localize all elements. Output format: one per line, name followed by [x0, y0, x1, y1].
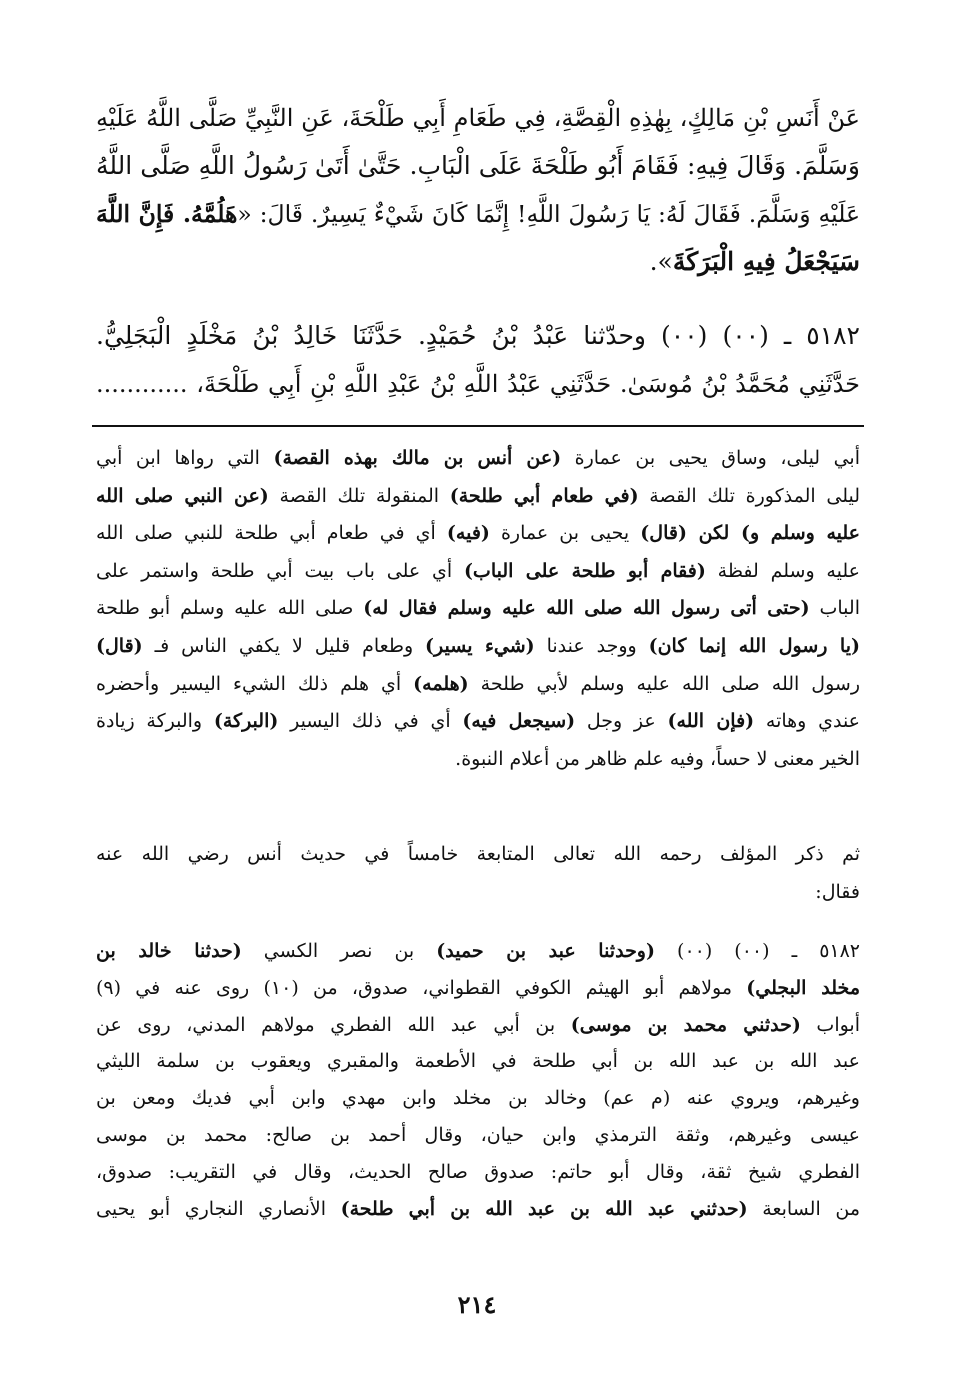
commentary-line: رسول الله صلى الله عليه وسلم لأبي طلحة (هلمه) أي هلم ذلك الشيء اليسير وأحضره: [96, 672, 860, 695]
hadith-line: حَدَّثَنِي مُحَمَّدُ بْنُ مُوسَىٰ. حَدَّثَنِي عَبْدُ اللَّهِ بْنُ عَبْدِ اللَّهِ بْنِ أَبِي طَلْحَةَ، ............: [96, 370, 860, 398]
hadith-line: ٥١٨٢ ـ (٠٠) (٠٠) وحدّثنا عَبْدُ بْنُ حُمَيْدٍ. حَدَّثَنَا خَالِدُ بْنُ مَخْلَدٍ الْبَجَلِيُّ.: [96, 321, 860, 350]
hadith-line: عَلَيْهِ وَسَلَّمَ. فَقَالَ لَهُ: يَا رَسُولَ اللَّهِ! إِنَّمَا كَانَ شَيْءٌ يَسِيرٌ. قَالَ: «هَلُمَّهُ. فَإِنَّ اللَّهَ: [96, 200, 860, 228]
hadith-text-top: [96, 94, 860, 286]
commentary-line: ٥١٨٢ ـ (٠٠) (٠٠) (وحدثنا عبد بن حميد) بن نصر الكسي (حدثنا خالد بن: [96, 940, 860, 962]
commentary-line: مخلد البجلي) مولاهم أبو الهيثم الكوفي القطواني، صدوق، من (١٠) روى عنه في (٩): [96, 976, 860, 999]
commentary-line: الباب (حتى أتى رسول الله صلى الله عليه وسلم فقال له) صلى الله عليه وسلم أبو طلحة: [96, 597, 860, 620]
commentary-line: ثم ذكر المؤلف رحمه الله تعالى المتابعة خامساً في حديث أنس رضي الله عنه: [96, 843, 860, 865]
commentary-line: عبد الله بن عبد الله بن أبي طلحة في الأطعمة والمقبري ويعقوب بن سلمة الليثي: [96, 1050, 860, 1073]
hadith-line: عَنْ أَنَسِ بْنِ مَالِكٍ، بِهٰذِهِ الْقِصَّةِ، فِي طَعَامِ أَبِي طَلْحَةَ، عَنِ النَّبِيِّ صَلَّى اللَّهُ عَلَيْهِ: [96, 104, 860, 132]
commentary-line: (يا رسول الله إنما كان) ووجد عندنا (شيء يسير) وطعام قليل لا يكفي الناس فـ (قال): [96, 634, 860, 657]
commentary-line: عندي وهاته (فإن الله) عز وجل (سيجعل فيه) أي في ذلك اليسير (البركة) والبركة زيادة: [96, 710, 860, 733]
commentary-line: الفطري شيخ ثقة، وقال أبو حاتم: صدوق صالح الحديث، وقال في التقريب: صدوق،: [96, 1160, 860, 1183]
hadith-line: سَيَجْعَلُ فِيهِ الْبَرَكَةَ».: [649, 247, 860, 276]
page-number: ٢١٤: [457, 1290, 497, 1319]
hadith-5182-isnad: [96, 312, 860, 408]
footnote-divider: [92, 425, 864, 427]
commentary-line: أبي ليلى، وساق يحيى بن عمارة (عن أنس بن مالك بهذه القصة) التي رواها ابن أبي: [96, 447, 860, 469]
commentary-line: فقال:: [815, 880, 860, 903]
commentary-line: عليه وسلم و) لكن (قال) يحيى بن عمارة (فيه) أي في طعام أبي طلحة للنبي صلى الله: [96, 522, 860, 545]
commentary-line: أبواب (حدثني محمد بن موسى) بن أبي عبد الله الفطري مولاهم المدني، روى عن: [96, 1013, 860, 1036]
commentary-paragraph-3: [96, 933, 860, 1227]
commentary-line: من السابعة (حدثني عبد الله بن عبد الله بن أبي طلحة) الأنصاري النجاري أبو يحيى: [96, 1197, 860, 1220]
commentary-line: ليلى المذكورة تلك القصة (في طعام أبي طلحة) المنقولة تلك القصة (عن النبي صلى الله: [96, 484, 860, 507]
commentary-line: عليه وسلم لفظة (فقام أبو طلحة على الباب) أي على باب بيت أبي طلحة واستمر على: [96, 559, 860, 582]
commentary-paragraph-2: [96, 836, 860, 911]
commentary-line: عيسى وغيرهم، وثقة الترمذي وابن حيان، وقال أحمد بن صالح: محمد بن موسى: [96, 1123, 860, 1146]
commentary-line: الخير معنى لا حساً، وفيه علم ظاهر من أعلام النبوة.: [455, 747, 860, 770]
hadith-line: وَسَلَّمَ. وَقَالَ فِيهِ: فَقَامَ أَبُو طَلْحَةَ عَلَى الْبَابِ. حَتَّىٰ أَتَىٰ رَسُولُ اللَّهِ صَلَّى اللَّهُ: [96, 151, 860, 180]
commentary-paragraph-1: [96, 440, 860, 778]
commentary-line: وغيرهم، ويروي عنه (م عم) وخالد بن مخلد وابن مهدي وابن أبي فديك ومعن بن: [96, 1087, 860, 1110]
